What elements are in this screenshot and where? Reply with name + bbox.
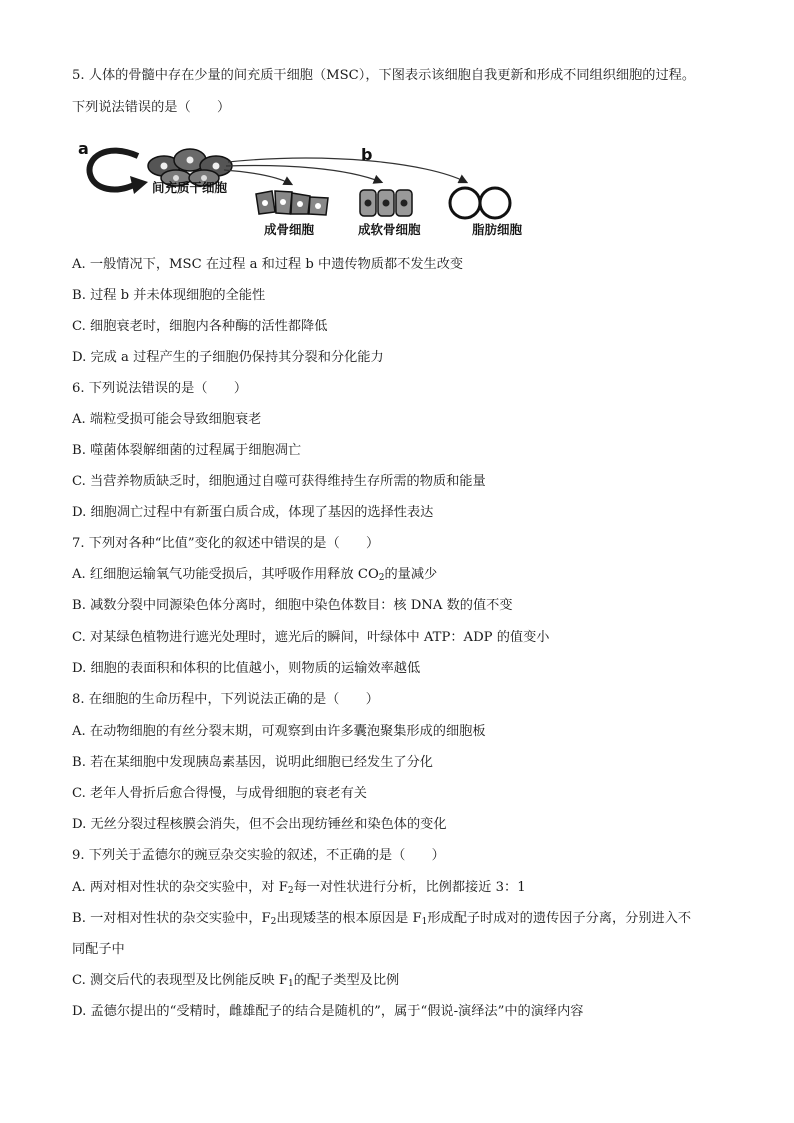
label-msc: 间充质干细胞 bbox=[152, 180, 228, 195]
arrow-to-adipocyte bbox=[228, 158, 466, 182]
q5-option-a: A. 一般情况下，MSC 在过程 a 和过程 b 中遗传物质都不发生改变 bbox=[72, 257, 464, 272]
q5-stem-line1: 5. 人体的骨髓中存在少量的间充质干细胞（MSC），下图表示该细胞自我更新和形成不同组织细胞的过程。 bbox=[72, 68, 696, 83]
adipocyte-cells-icon bbox=[450, 188, 510, 218]
q7-stem: 7. 下列对各种“比值”变化的叙述中错误的是（ ） bbox=[72, 536, 380, 551]
q6-stem: 6. 下列说法错误的是（ ） bbox=[72, 381, 248, 396]
label-osteoblast: 成骨细胞 bbox=[264, 222, 315, 237]
q9-option-a: A. 两对相对性状的杂交实验中，对 $F_2$每一对性状进行分析，比例都接近 3：1 bbox=[72, 880, 526, 896]
arrow-to-osteoblast bbox=[224, 170, 291, 184]
q8-stem: 8. 在细胞的生命历程中，下列说法正确的是（ ） bbox=[72, 692, 379, 707]
q9-option-c: C. 测交后代的表现型及比例能反映 $F_1$的配子类型及比例 bbox=[72, 973, 400, 989]
q7-option-b: B. 减数分裂中同源染色体分离时，细胞中染色体数目：核 DNA 数的值不变 bbox=[72, 598, 513, 613]
q7-option-c: C. 对某绿色植物进行遮光处理时，遮光后的瞬间，叶绿体中 ATP：ADP 的值变小 bbox=[72, 630, 550, 645]
q8-option-b: B. 若在某细胞中发现胰岛素基因，说明此细胞已经发生了分化 bbox=[72, 755, 433, 770]
q8-option-d: D. 无丝分裂过程核膜会消失，但不会出现纺锤丝和染色体的变化 bbox=[72, 817, 447, 832]
q6-option-a: A. 端粒受损可能会导致细胞衰老 bbox=[72, 412, 262, 427]
q5-option-b: B. 过程 b 并未体现细胞的全能性 bbox=[72, 288, 266, 303]
q5-option-c: C. 细胞衰老时，细胞内各种酶的活性都降低 bbox=[72, 319, 328, 334]
label-chondroblast: 成软骨细胞 bbox=[358, 222, 421, 237]
msc-diagram bbox=[76, 134, 546, 242]
q5-option-d: D. 完成 a 过程产生的子细胞仍保持其分裂和分化能力 bbox=[72, 350, 384, 365]
q6-option-d: D. 细胞凋亡过程中有新蛋白质合成，体现了基因的选择性表达 bbox=[72, 505, 434, 520]
q6-option-b: B. 噬菌体裂解细菌的过程属于细胞凋亡 bbox=[72, 443, 302, 458]
osteoblast-cells-icon bbox=[256, 191, 328, 215]
msc-differentiation-figure bbox=[76, 134, 546, 242]
q9-stem: 9. 下列关于孟德尔的豌豆杂交实验的叙述，不正确的是（ ） bbox=[72, 848, 445, 863]
q6-option-c: C. 当营养物质缺乏时，细胞通过自噬可获得维持生存所需的物质和能量 bbox=[72, 474, 486, 489]
label-a: a bbox=[78, 139, 89, 158]
q7-option-d: D. 细胞的表面积和体积的比值越小，则物质的运输效率越低 bbox=[72, 661, 421, 676]
q7-option-a: A. 红细胞运输氧气功能受损后，其呼吸作用释放 $CO_2$的量减少 bbox=[72, 567, 438, 583]
self-renewal-arrow bbox=[89, 151, 138, 190]
arrow-to-chondroblast bbox=[226, 166, 381, 182]
self-renewal-arrowhead bbox=[130, 176, 148, 194]
label-b: b bbox=[361, 145, 373, 164]
chondroblast-cells-icon bbox=[360, 190, 412, 216]
label-adipocyte: 脂肪细胞 bbox=[472, 222, 523, 237]
q8-option-c: C. 老年人骨折后愈合得慢，与成骨细胞的衰老有关 bbox=[72, 786, 367, 801]
q9-option-b-continued: 同配子中 bbox=[72, 942, 125, 957]
q9-option-b: B. 一对相对性状的杂交实验中，$F_2$出现矮茎的根本原因是 $F_1$形成配子时成对的遗传因子分离，分别进入不 bbox=[72, 911, 692, 927]
q8-option-a: A. 在动物细胞的有丝分裂末期，可观察到由许多囊泡聚集形成的细胞板 bbox=[72, 724, 486, 739]
q5-stem-line2: 下列说法错误的是（ ） bbox=[72, 100, 231, 115]
q9-option-d: D. 孟德尔提出的“受精时，雌雄配子的结合是随机的”，属于“假说-演绎法”中的演绎内容 bbox=[72, 1004, 584, 1019]
